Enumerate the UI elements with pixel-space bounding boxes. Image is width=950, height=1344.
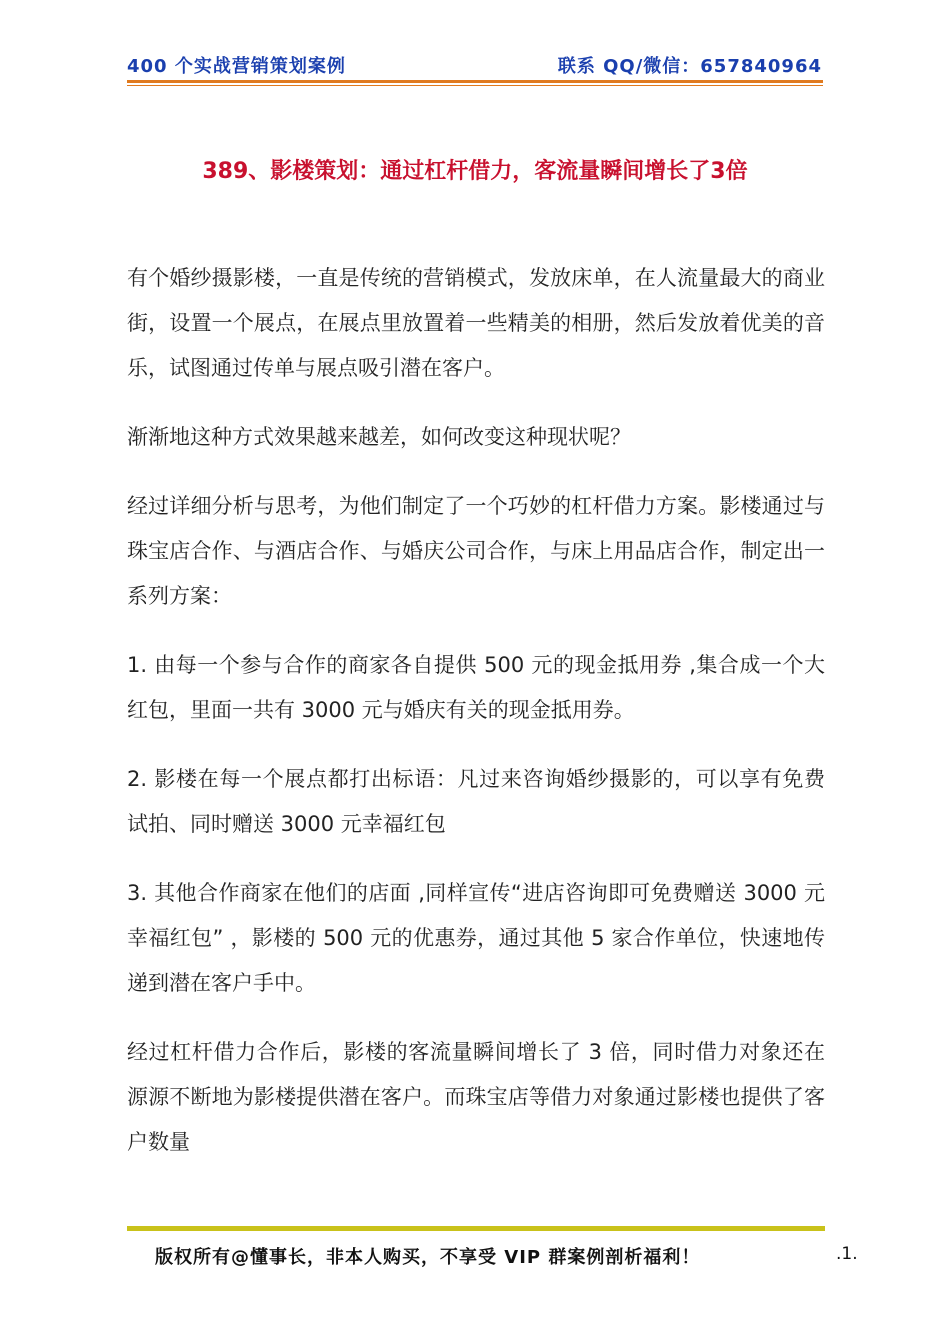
- header-left-title: 400 个实战营销策划案例: [127, 56, 346, 77]
- paragraph-6: 3. 其他合作商家在他们的店面 ,同样宣传“进店咨询即可免费赠送 3000 元幸福红包” ，影楼的 500 元的优惠券，通过其他 5 家合作单位，快速地传递到潜在客户手中。: [127, 881, 825, 995]
- header-divider-thick: [127, 80, 823, 83]
- footer-divider: [127, 1226, 825, 1231]
- footer-copyright: 版权所有@懂事长，非本人购买，不享受 VIP 群案例剖析福利！: [155, 1247, 701, 1268]
- paragraph-2: 渐渐地这种方式效果越来越差，如何改变这种现状呢？: [127, 425, 631, 449]
- header-divider: [127, 80, 823, 86]
- header-divider-thin: [127, 85, 823, 86]
- page-number: .1.: [836, 1244, 858, 1264]
- article-body: [127, 256, 825, 1189]
- paragraph-1: 有个婚纱摄影楼，一直是传统的营销模式，发放床单，在人流量最大的商业街，设置一个展点，在展点里放置着一些精美的相册，然后发放着优美的音乐，试图通过传单与展点吸引潜在客户。: [127, 266, 825, 380]
- paragraph-3: 经过详细分析与思考，为他们制定了一个巧妙的杠杆借力方案。影楼通过与珠宝店合作、与酒店合作、与婚庆公司合作，与床上用品店合作，制定出一系列方案：: [127, 494, 825, 608]
- header-contact: 联系 QQ/微信：657840964: [557, 56, 822, 77]
- paragraph-5: 2. 影楼在每一个展点都打出标语：凡过来咨询婚纱摄影的，可以享有免费试拍、同时赠送 3000 元幸福红包: [127, 767, 825, 836]
- paragraph-4: 1. 由每一个参与合作的商家各自提供 500 元的现金抵用券 ,集合成一个大红包，里面一共有 3000 元与婚庆有关的现金抵用券。: [127, 653, 825, 722]
- paragraph-7: 经过杠杆借力合作后，影楼的客流量瞬间增长了 3 倍，同时借力对象还在源源不断地为影楼提供潜在客户。而珠宝店等借力对象通过影楼也提供了客户数量: [127, 1040, 825, 1154]
- article-title: 389、影楼策划：通过杠杆借力，客流量瞬间增长了3倍: [202, 159, 748, 184]
